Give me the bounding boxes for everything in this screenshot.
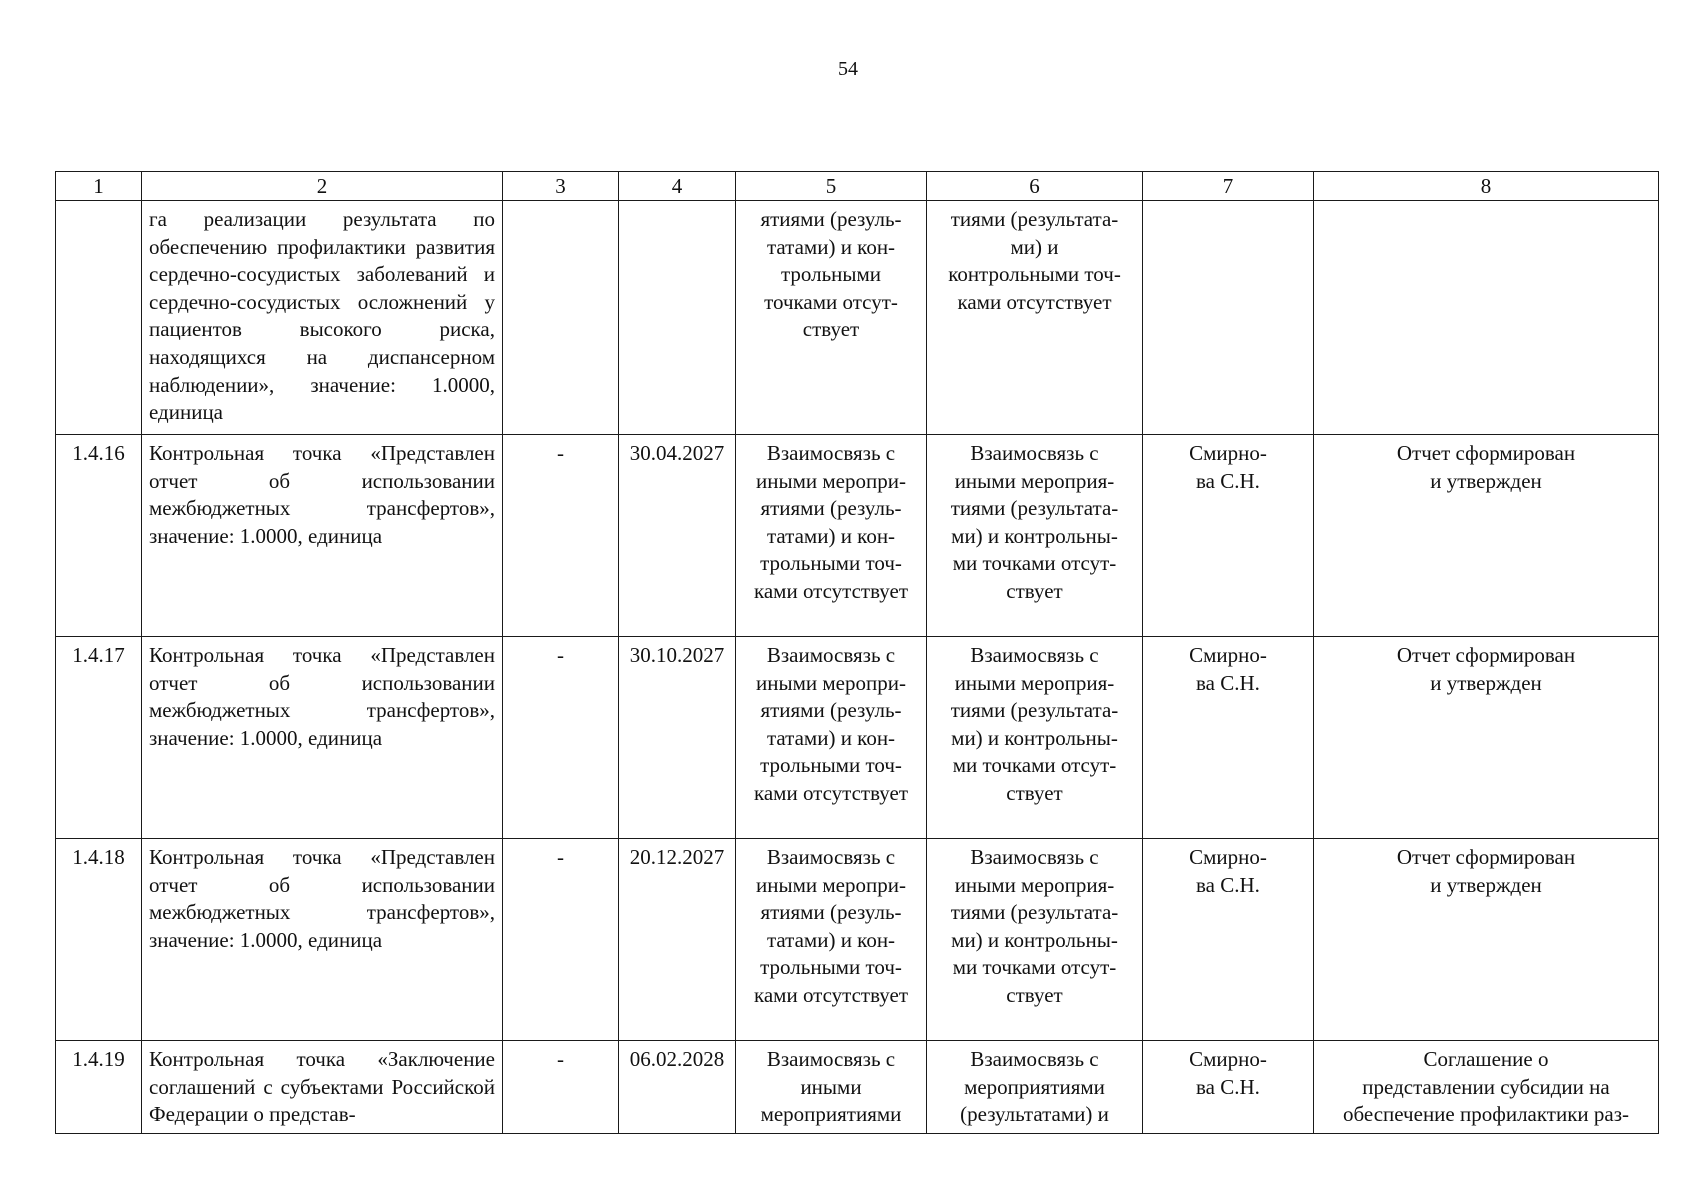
relationship-cell: Взаимосвязь с иными меропри- ятиями (резуль- татами) и кон- трольными точ- ками отсутствует xyxy=(736,839,927,1041)
date-cell: 30.04.2027 xyxy=(619,435,736,637)
responsible-cell xyxy=(1143,201,1314,435)
plan-table xyxy=(55,171,1659,1134)
column-header: 2 xyxy=(142,172,503,201)
relationship-cell: Взаимосвязь с иными мероприя- тиями (результата- ми) и контрольны- ми точками отсут- ствует xyxy=(927,839,1143,1041)
responsible-cell: Смирно- ва С.Н. xyxy=(1143,637,1314,839)
column-number-row xyxy=(56,172,1659,201)
responsible-cell: Смирно- ва С.Н. xyxy=(1143,435,1314,637)
relationship-cell: тиями (результата- ми) и контрольными точ- ками отсутствует xyxy=(927,201,1143,435)
responsible-cell: Смирно- ва С.Н. xyxy=(1143,1041,1314,1134)
item-name: га реализации результата по обеспечению профилактики развития сердечно-сосудистых заболеваний и сердечно-сосудистых осложнений у пациентов высокого риска, находящихся на диспансерном наблюдении», значение: 1.0000, единица xyxy=(142,201,503,435)
item-name: Контрольная точка «Представлен отчет об использовании межбюджетных трансфертов», значение: 1.0000, единица xyxy=(142,839,503,1041)
column-header: 4 xyxy=(619,172,736,201)
relationship-cell: Взаимосвязь с иными мероприятиями xyxy=(736,1041,927,1134)
column-3-cell: - xyxy=(503,1041,619,1134)
item-name: Контрольная точка «Представлен отчет об использовании межбюджетных трансфертов», значение: 1.0000, единица xyxy=(142,637,503,839)
date-cell xyxy=(619,201,736,435)
relationship-cell: Взаимосвязь с мероприятиями (результатами) и xyxy=(927,1041,1143,1134)
column-header: 8 xyxy=(1314,172,1659,201)
page-number: 54 xyxy=(838,58,858,80)
date-cell: 30.10.2027 xyxy=(619,637,736,839)
row-number: 1.4.17 xyxy=(56,637,142,839)
row-number xyxy=(56,201,142,435)
column-3-cell: - xyxy=(503,637,619,839)
result-cell: Отчет сформирован и утвержден xyxy=(1314,839,1659,1041)
table-row xyxy=(56,1041,1659,1134)
relationship-cell: Взаимосвязь с иными мероприя- тиями (результата- ми) и контрольны- ми точками отсут- ствует xyxy=(927,435,1143,637)
result-cell: Отчет сформирован и утвержден xyxy=(1314,435,1659,637)
column-header: 7 xyxy=(1143,172,1314,201)
row-number: 1.4.19 xyxy=(56,1041,142,1134)
column-header: 6 xyxy=(927,172,1143,201)
table-row xyxy=(56,201,1659,435)
date-cell: 20.12.2027 xyxy=(619,839,736,1041)
column-3-cell: - xyxy=(503,839,619,1041)
row-number: 1.4.16 xyxy=(56,435,142,637)
table-row xyxy=(56,435,1659,637)
responsible-cell: Смирно- ва С.Н. xyxy=(1143,839,1314,1041)
item-name: Контрольная точка «Заключение соглашений с субъектами Российской Федерации о представ- xyxy=(142,1041,503,1134)
result-cell: Соглашение о представлении субсидии на обеспечение профилактики раз- xyxy=(1314,1041,1659,1134)
row-number: 1.4.18 xyxy=(56,839,142,1041)
result-cell: Отчет сформирован и утвержден xyxy=(1314,637,1659,839)
column-header: 3 xyxy=(503,172,619,201)
table-row xyxy=(56,839,1659,1041)
table-row xyxy=(56,637,1659,839)
relationship-cell: Взаимосвязь с иными мероприя- тиями (результата- ми) и контрольны- ми точками отсут- ствует xyxy=(927,637,1143,839)
item-name: Контрольная точка «Представлен отчет об использовании межбюджетных трансфертов», значение: 1.0000, единица xyxy=(142,435,503,637)
result-cell xyxy=(1314,201,1659,435)
relationship-cell: Взаимосвязь с иными меропри- ятиями (резуль- татами) и кон- трольными точ- ками отсутствует xyxy=(736,637,927,839)
relationship-cell: ятиями (резуль- татами) и кон- трольными точками отсут- ствует xyxy=(736,201,927,435)
column-3-cell xyxy=(503,201,619,435)
column-header: 5 xyxy=(736,172,927,201)
column-3-cell: - xyxy=(503,435,619,637)
column-header: 1 xyxy=(56,172,142,201)
relationship-cell: Взаимосвязь с иными меропри- ятиями (резуль- татами) и кон- трольными точ- ками отсутствует xyxy=(736,435,927,637)
date-cell: 06.02.2028 xyxy=(619,1041,736,1134)
